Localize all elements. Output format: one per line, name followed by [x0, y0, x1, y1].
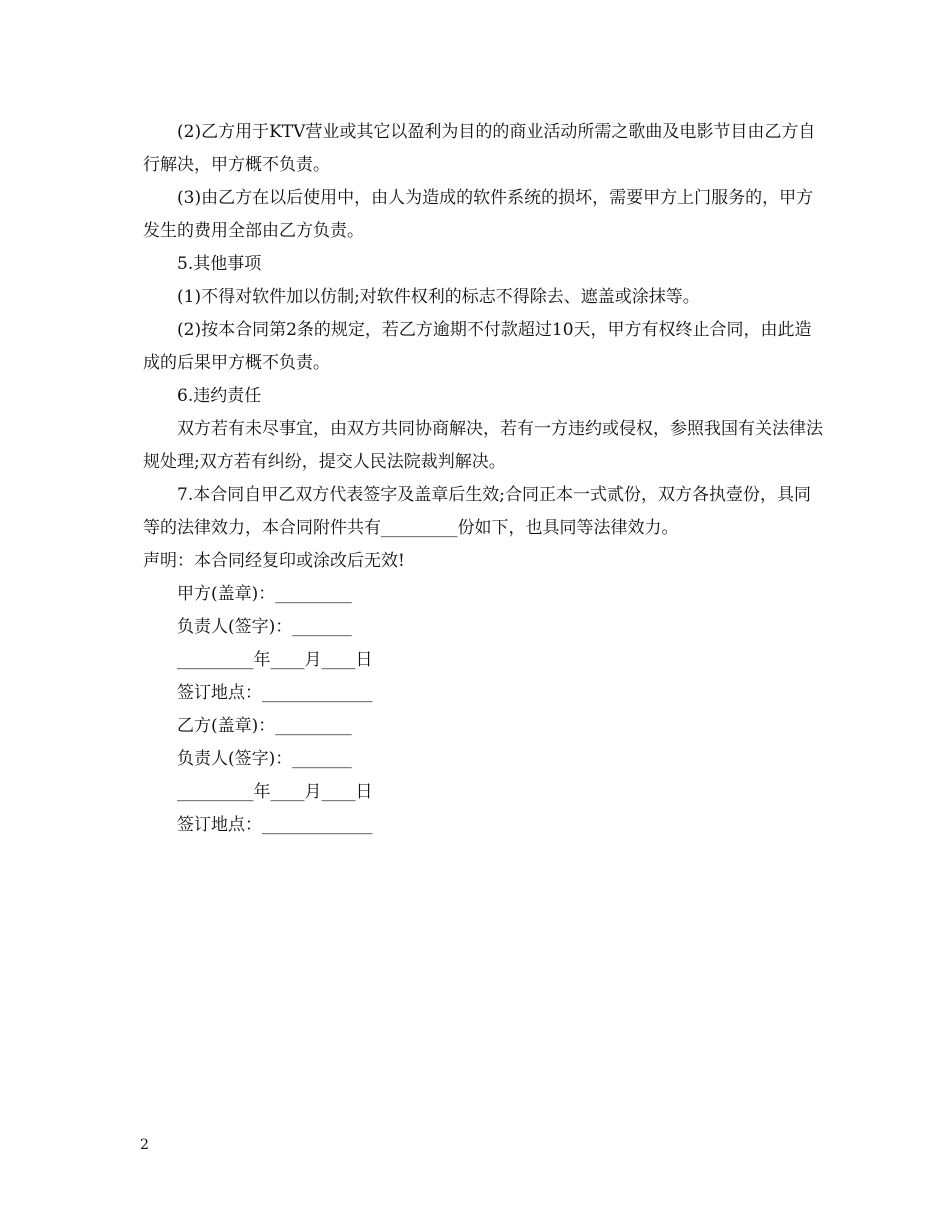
party-b-signer-line: 负责人(签字)：_______: [177, 749, 352, 769]
party-b-date-line: _________年____月____日: [177, 782, 373, 802]
section-heading-other-matters: 5.其他事项: [177, 254, 262, 274]
party-b-seal-line: 乙方(盖章)：_________: [177, 716, 352, 736]
party-a-signer-line: 负责人(签字)：_______: [177, 617, 352, 637]
paragraph-liability: 双方若有未尽事宜，由双方共同协商解决，若有一方违约或侵权，参照我国有关法律法规处理;双方若有纠纷，提交人民法院裁判解决。: [143, 419, 823, 472]
party-b-location-line: 签订地点：_____________: [177, 815, 373, 835]
paragraph-statement: 声明：本合同经复印或涂改后无效!: [143, 551, 405, 571]
page-number: 2: [140, 1137, 149, 1153]
paragraph-effective: 7.本合同自甲乙双方代表签字及盖章后生效;合同正本一式贰份，双方各执壹份，具同等的法律效力，本合同附件共有_________份如下，也具同等法律效力。: [143, 485, 811, 538]
party-a-seal-line: 甲方(盖章)：_________: [177, 584, 352, 604]
paragraph-other-2: (2)按本合同第2条的规定，若乙方逾期不付款超过10天，甲方有权终止合同，由此造成的后果甲方概不负责。: [143, 320, 812, 373]
document-body: [143, 116, 823, 842]
paragraph-other-1: (1)不得对软件加以仿制;对软件权利的标志不得除去、遮盖或涂抹等。: [177, 287, 700, 307]
paragraph-clause-2: (2)乙方用于KTV营业或其它以盈利为目的的商业活动所需之歌曲及电影节目由乙方自行解决，甲方概不负责。: [143, 122, 816, 175]
paragraph-clause-3: (3)由乙方在以后使用中，由人为造成的软件系统的损坏，需要甲方上门服务的，甲方发生的费用全部由乙方负责。: [143, 188, 814, 241]
party-a-location-line: 签订地点：_____________: [177, 683, 373, 703]
party-a-date-line: _________年____月____日: [177, 650, 373, 670]
section-heading-liability: 6.违约责任: [177, 386, 262, 406]
